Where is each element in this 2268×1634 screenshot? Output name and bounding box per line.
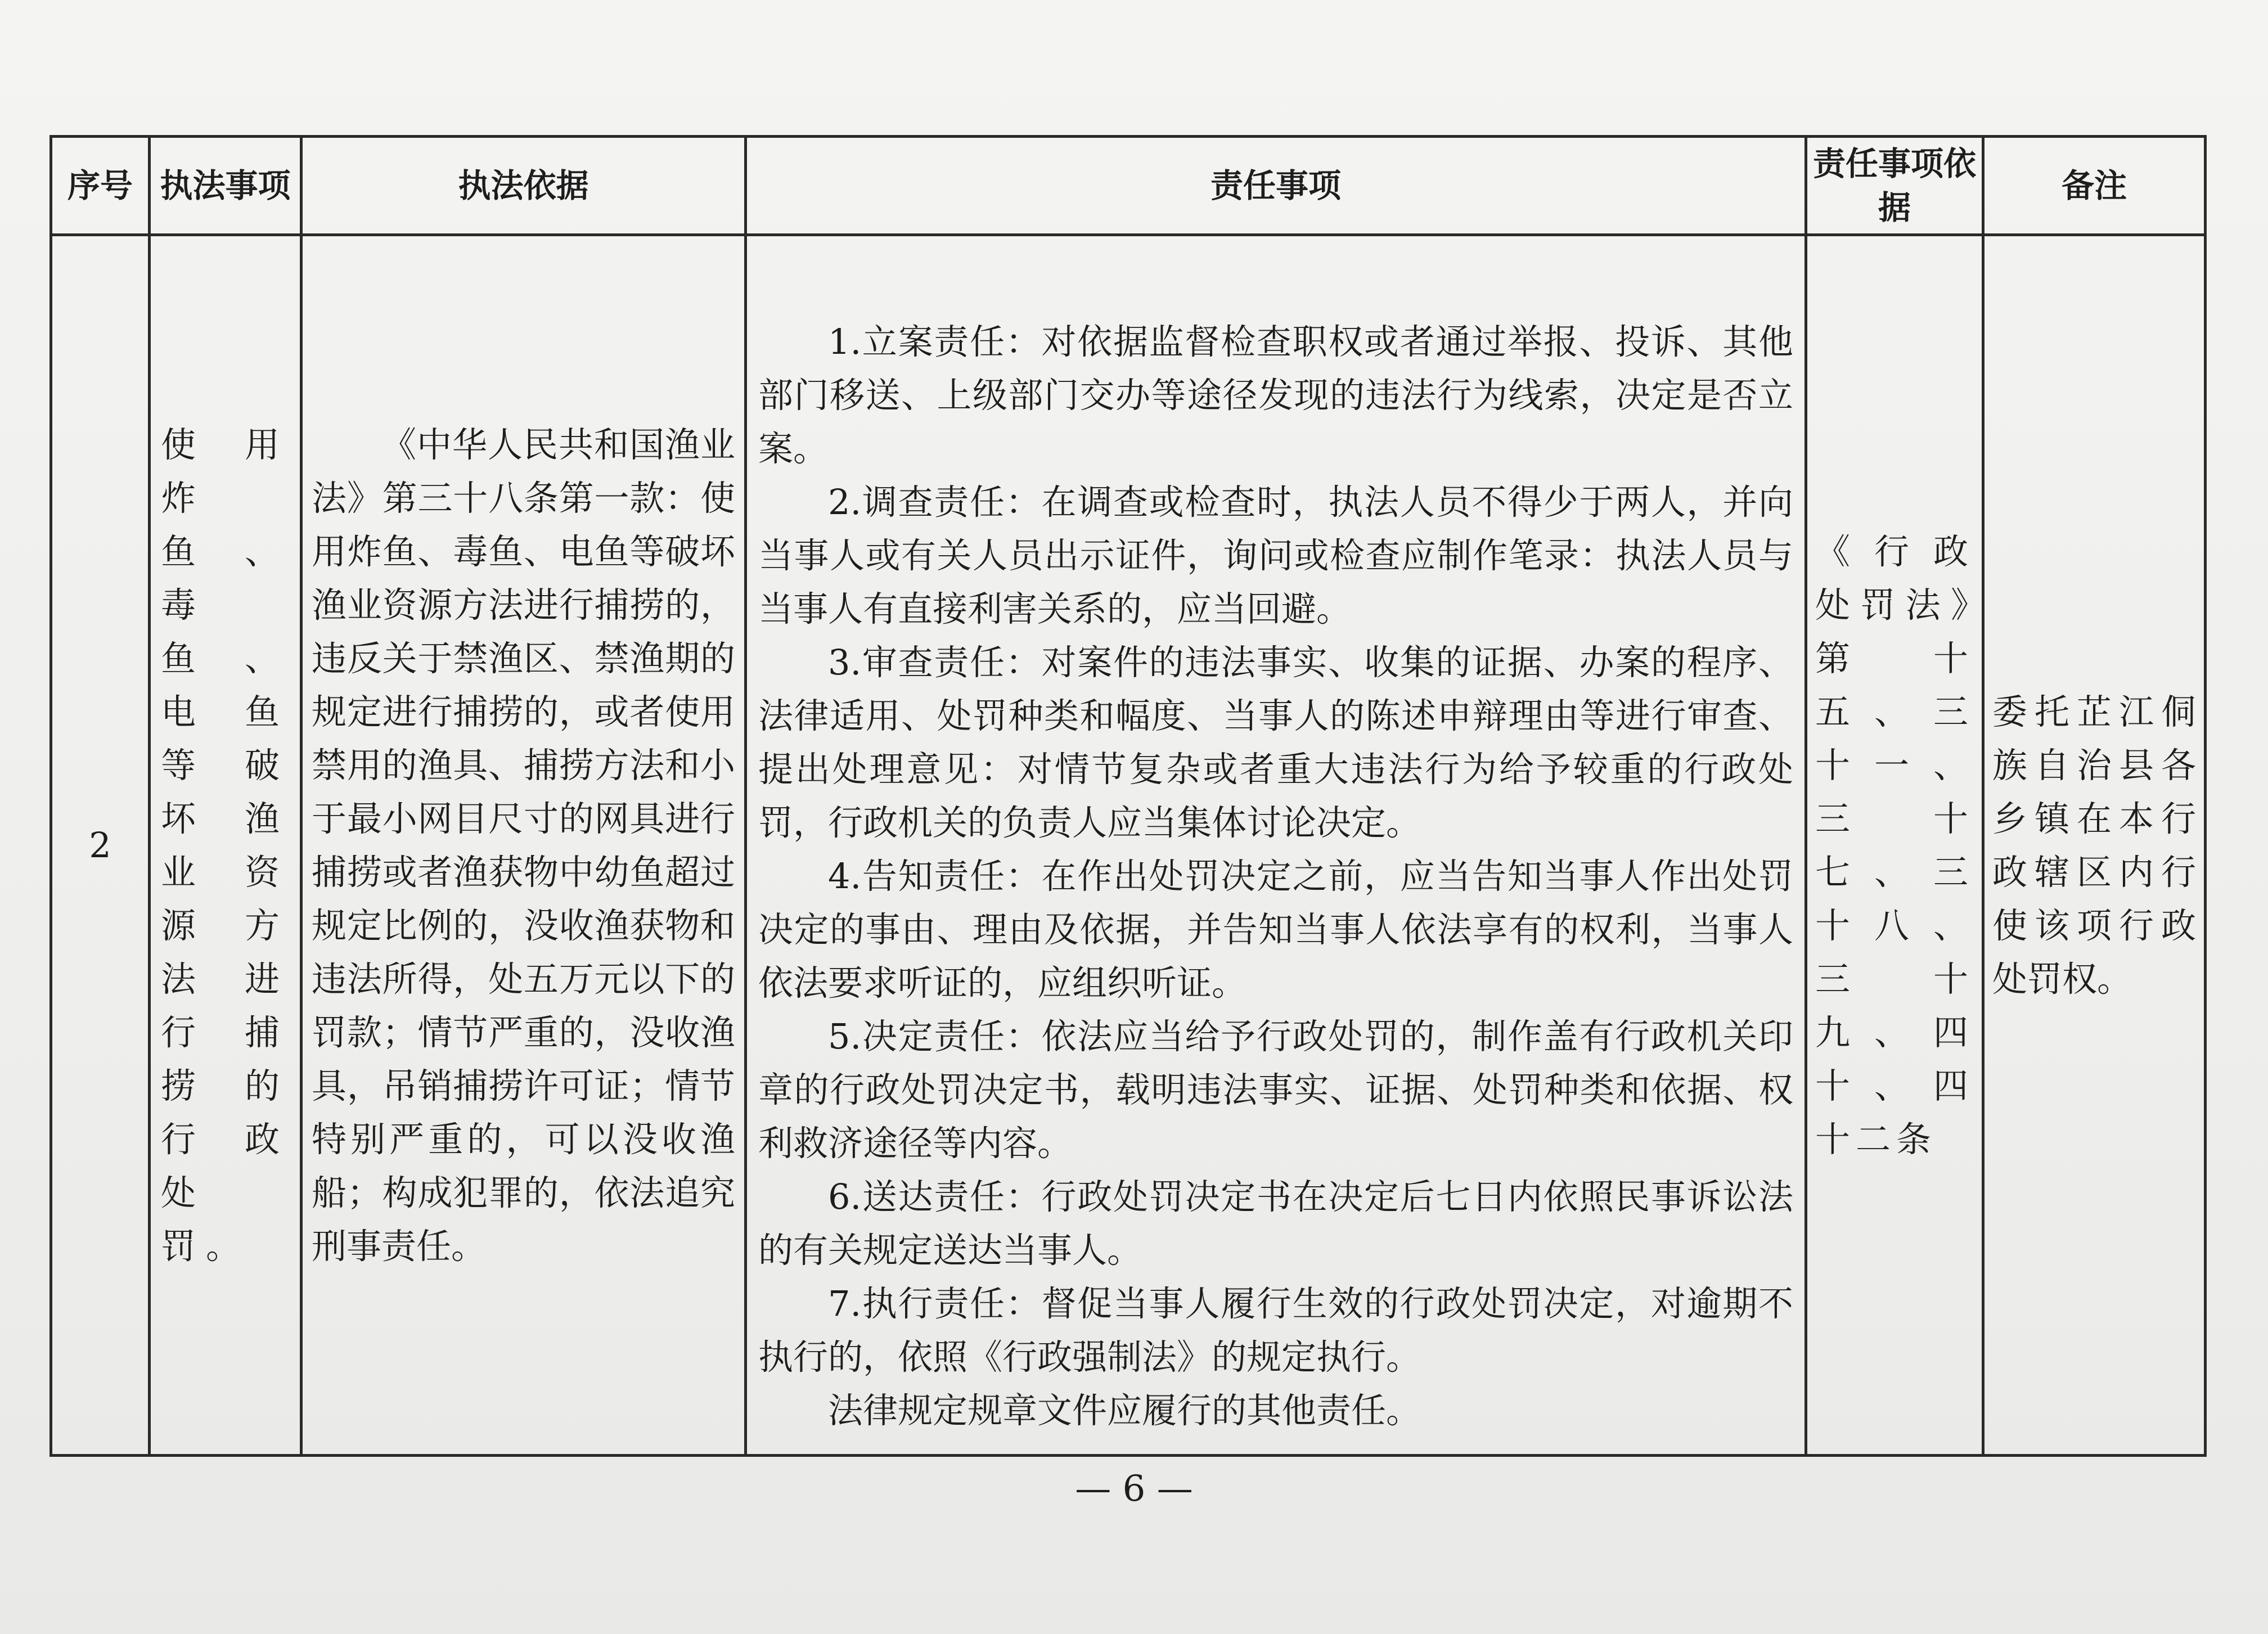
responsibility-item: 5.决定责任：依法应当给予行政处罚的，制作盖有行政机关印章的行政处罚决定书，载明违法事实、证据、处罚种类和依据、权利救济途径等内容。	[758, 1016, 1793, 1164]
responsibility-item: 3.审查责任：对案件的违法事实、收集的证据、办案的程序、法律适用、处罚种类和幅度、当事人的陈述申辩理由等进行审查、提出处理意见：对情节复杂或者重大违法行为给予较重的行政处罚，行政机关的负责人应当集体讨论决定。	[758, 642, 1793, 843]
table-row	[51, 235, 2206, 1456]
cell-responsibilities	[746, 235, 1806, 1456]
responsibility-item: 7.执行责任：督促当事人履行生效的行政处罚决定，对逾期不执行的，依照《行政强制法》的规定执行。	[758, 1283, 1793, 1378]
basis-text: 《中华人民共和国渔业法》第三十八条第一款：使用炸鱼、毒鱼、电鱼等破坏渔业资源方法进行捕捞的，违反关于禁渔区、禁渔期的规定进行捕捞的，或者使用禁用的渔具、捕捞方法和小于最小网目尺寸的网具进行捕捞或者渔获物中幼鱼超过规定比例的，没收渔获物和违法所得，处五万元以下的罚款；情节严重的，没收渔具，吊销捕捞许可证；情节特别严重的，可以没收渔船；构成犯罪的，依法追究刑事责任。	[312, 424, 735, 1267]
cell-item: 使用炸鱼、毒鱼、电鱼等破坏渔业资源方法进行捕捞的行政处罚。	[150, 235, 302, 1456]
cell-basis	[302, 235, 746, 1456]
header-basis: 执法依据	[302, 137, 746, 235]
cell-note: 委托芷江侗族自治县各乡镇在本行政辖区内行使该项行政处罚权。	[1983, 235, 2206, 1456]
header-responsibility-basis: 责任事项依据	[1806, 137, 1983, 235]
responsibility-item: 1.立案责任：对依据监督检查职权或者通过举报、投诉、其他部门移送、上级部门交办等途径发现的违法行为线索，决定是否立案。	[758, 321, 1793, 469]
cell-seq: 2	[51, 235, 150, 1456]
responsibility-item: 法律规定规章文件应履行的其他责任。	[828, 1390, 1421, 1431]
header-responsibility: 责任事项	[746, 137, 1806, 235]
header-seq: 序号	[51, 137, 150, 235]
header-item: 执法事项	[150, 137, 302, 235]
enforcement-table	[50, 135, 2207, 1457]
header-note: 备注	[1983, 137, 2206, 235]
responsibility-item: 6.送达责任：行政处罚决定书在决定后七日内依照民事诉讼法的有关规定送达当事人。	[758, 1176, 1793, 1271]
responsibility-item: 2.调查责任：在调查或检查时，执法人员不得少于两人，并向当事人或有关人员出示证件，询问或检查应制作笔录：执法人员与当事人有直接利害关系的，应当回避。	[758, 481, 1793, 629]
responsibility-item: 4.告知责任：在作出处罚决定之前，应当告知当事人作出处罚决定的事由、理由及依据，并告知当事人依法享有的权利，当事人依法要求听证的，应组织听证。	[758, 856, 1793, 1003]
page-number: — 6 —	[1075, 1468, 1193, 1510]
cell-responsibility-basis: 《行政处罚法》第十五、三十一、三十七、三十八、三十九、四十、四十二条	[1806, 235, 1983, 1456]
header-row	[51, 137, 2206, 235]
